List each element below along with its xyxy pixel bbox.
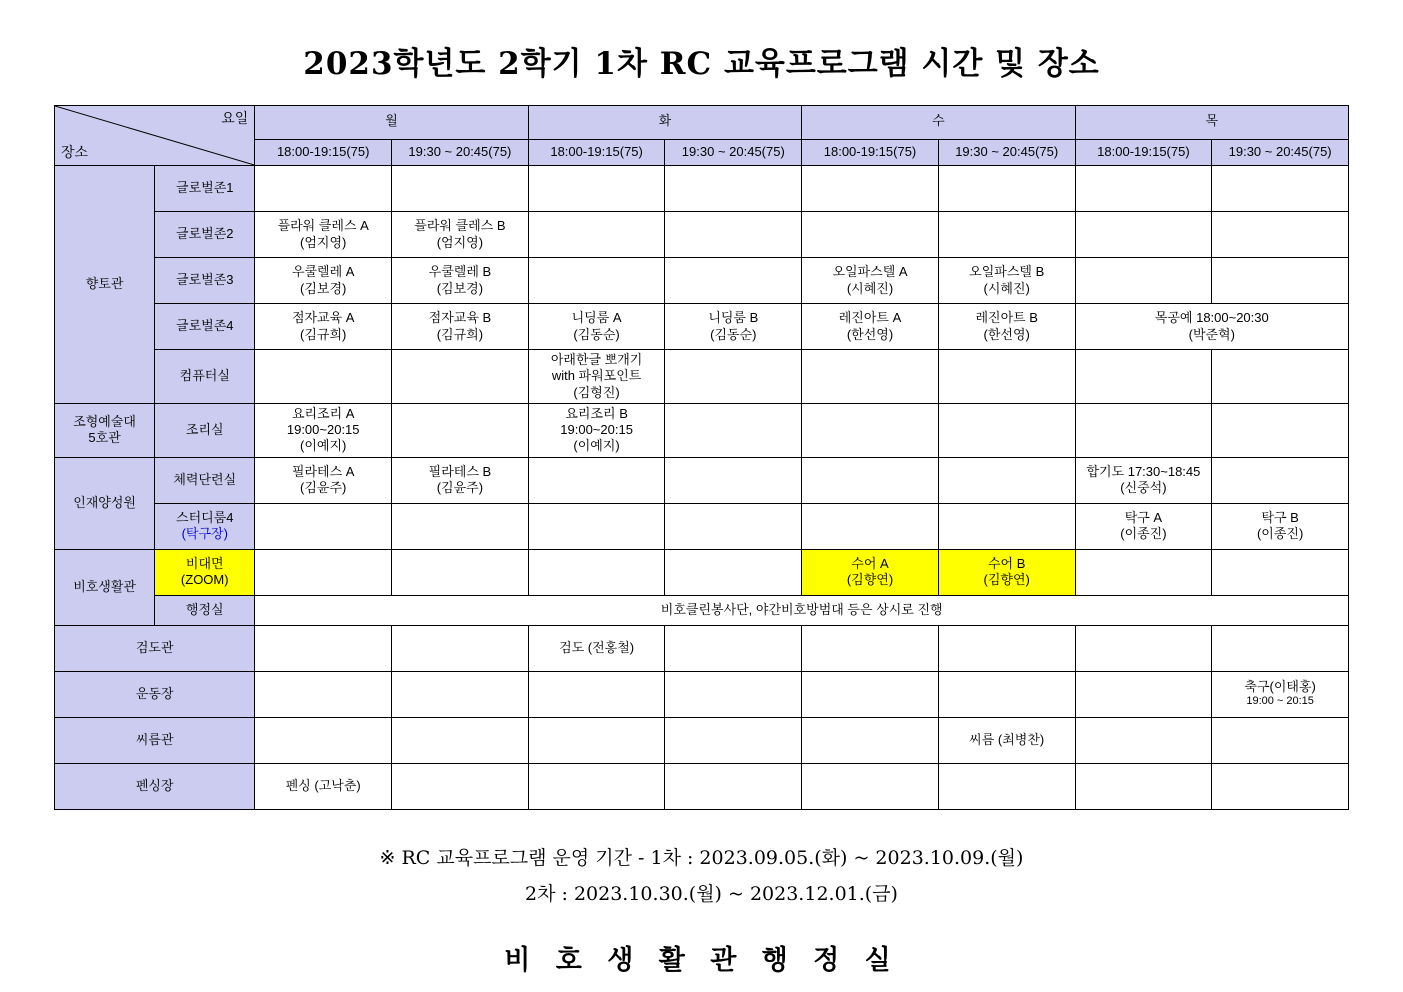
building-hyangto: 향토관 (55, 166, 155, 404)
table-row (55, 717, 1349, 763)
table-row (55, 549, 1349, 595)
cell-global2-mon1: 플라워 클레스 A (엄지영) (255, 212, 392, 258)
cell-study4-thu2: 탁구 B (이종진) (1212, 503, 1349, 549)
cell-cook-mon1: 요리조리 A 19:00~20:15 (이예지) (255, 403, 392, 457)
cell-global1-mon1 (255, 166, 392, 212)
table-row (55, 763, 1349, 809)
footnotes (0, 840, 1403, 912)
cell-global3-mon2: 우쿨렐레 B (김보경) (392, 258, 529, 304)
cell-computer-thu1 (1075, 350, 1212, 404)
table-row (55, 671, 1349, 717)
cell-fencing-thu1 (1075, 763, 1212, 809)
cell-fencing-tue2 (665, 763, 802, 809)
cell-computer-mon1 (255, 350, 392, 404)
cell-global3-mon1: 우쿨렐레 A (김보경) (255, 258, 392, 304)
cell-sports-wed2 (938, 671, 1075, 717)
time-header-thu-2: 19:30 ~ 20:45(75) (1212, 140, 1349, 166)
cell-global3-tue2 (665, 258, 802, 304)
cell-fitness-wed2 (938, 457, 1075, 503)
time-header-mon-1: 18:00-19:15(75) (255, 140, 392, 166)
cell-geomdo-mon1 (255, 625, 392, 671)
table-row (55, 403, 1349, 457)
cell-computer-tue1: 아래한글 뽀개기 with 파워포인트 (김형진) (528, 350, 665, 404)
cell-cook-thu1 (1075, 403, 1212, 457)
cell-global1-wed2 (938, 166, 1075, 212)
cell-fencing-thu2 (1212, 763, 1349, 809)
cell-fitness-wed1 (802, 457, 939, 503)
cell-geomdo-tue1: 검도 (전홍철) (528, 625, 665, 671)
footnote-line-1: ※ RC 교육프로그램 운영 기간 - 1차 : 2023.09.05.(화) ~ 2023.10.09.(월) (379, 846, 1024, 869)
cell-global1-tue2 (665, 166, 802, 212)
table-row (55, 595, 1349, 625)
cell-sports-mon2 (392, 671, 529, 717)
cell-cook-tue2 (665, 403, 802, 457)
cell-geomdo-wed1 (802, 625, 939, 671)
cell-fitness-thu1: 합기도 17:30~18:45 (신중석) (1075, 457, 1212, 503)
room-online-line1: 비대면 (185, 555, 224, 571)
cell-global1-thu1 (1075, 166, 1212, 212)
cell-study4-tue1 (528, 503, 665, 549)
cell-global4-mon2: 점자교육 B (김규희) (392, 304, 529, 350)
room-study4-line1: 스터디룸4 (176, 509, 234, 525)
cell-online-tue2 (665, 549, 802, 595)
cell-cook-thu2 (1212, 403, 1349, 457)
issuing-office: 비 호 생 활 관 행 정 실 (504, 944, 899, 976)
cell-global1-wed1 (802, 166, 939, 212)
cell-fitness-mon2: 필라테스 B (김윤주) (392, 457, 529, 503)
cell-cook-tue1: 요리조리 B 19:00~20:15 (이예지) (528, 403, 665, 457)
room-global3: 글로벌존3 (155, 258, 255, 304)
building-sports: 운동장 (55, 671, 255, 717)
table-row (55, 166, 1349, 212)
cell-global3-wed2: 오일파스텔 B (시혜진) (938, 258, 1075, 304)
cell-global2-wed2 (938, 212, 1075, 258)
cell-study4-tue2 (665, 503, 802, 549)
cell-ssireum-tue1 (528, 717, 665, 763)
room-online-line2: (ZOOM) (180, 572, 229, 587)
cell-global4-wed1: 레진아트 A (한선영) (802, 304, 939, 350)
cell-fitness-tue1 (528, 457, 665, 503)
cell-study4-mon1 (255, 503, 392, 549)
corner-label-day: 요일 (221, 110, 249, 126)
cell-global3-tue1 (528, 258, 665, 304)
time-header-tue-2: 19:30 ~ 20:45(75) (665, 140, 802, 166)
table-row (55, 625, 1349, 671)
cell-geomdo-thu2 (1212, 625, 1349, 671)
room-admin: 행정실 (155, 595, 255, 625)
cell-sports-tue1 (528, 671, 665, 717)
room-cook: 조리실 (155, 403, 255, 457)
cell-cook-mon2 (392, 403, 529, 457)
cell-geomdo-mon2 (392, 625, 529, 671)
cell-geomdo-tue2 (665, 625, 802, 671)
table-row (55, 457, 1349, 503)
day-header-tue: 화 (528, 106, 801, 140)
room-study4 (155, 503, 255, 549)
page-title: 2023학년도 2학기 1차 RC 교육프로그램 시간 및 장소 (303, 46, 1100, 82)
cell-sports-thu2-main: 축구(이태홍) (1244, 679, 1316, 694)
table-row (55, 503, 1349, 549)
cell-geomdo-thu1 (1075, 625, 1212, 671)
cell-global3-thu1 (1075, 258, 1212, 304)
cell-fitness-tue2 (665, 457, 802, 503)
cell-admin-note: 비호클린봉사단, 야간비호방범대 등은 상시로 진행 (255, 595, 1349, 625)
cell-global2-mon2: 플라워 클레스 B (엄지영) (392, 212, 529, 258)
cell-online-thu1 (1075, 549, 1212, 595)
cell-ssireum-tue2 (665, 717, 802, 763)
time-header-wed-2: 19:30 ~ 20:45(75) (938, 140, 1075, 166)
table-row (55, 258, 1349, 304)
cell-cook-wed1 (802, 403, 939, 457)
cell-global2-tue1 (528, 212, 665, 258)
building-biho: 비호생활관 (55, 549, 155, 625)
cell-fitness-thu2 (1212, 457, 1349, 503)
footnote-line-2: 2차 : 2023.10.30.(월) ~ 2023.12.01.(금) (525, 882, 898, 905)
cell-ssireum-mon2 (392, 717, 529, 763)
cell-ssireum-mon1 (255, 717, 392, 763)
room-global1: 글로벌존1 (155, 166, 255, 212)
building-injae: 인재양성원 (55, 457, 155, 549)
cell-online-mon2 (392, 549, 529, 595)
room-online-zoom (155, 549, 255, 595)
day-header-mon: 월 (255, 106, 528, 140)
time-header-wed-1: 18:00-19:15(75) (802, 140, 939, 166)
cell-global1-thu2 (1212, 166, 1349, 212)
cell-global3-wed1: 오일파스텔 A (시혜진) (802, 258, 939, 304)
cell-computer-tue2 (665, 350, 802, 404)
schedule-table (54, 105, 1349, 810)
cell-online-mon1 (255, 549, 392, 595)
cell-sports-wed1 (802, 671, 939, 717)
cell-study4-wed2 (938, 503, 1075, 549)
cell-fencing-mon2 (392, 763, 529, 809)
table-corner-header (55, 106, 255, 166)
cell-computer-wed1 (802, 350, 939, 404)
cell-global4-mon1: 점자교육 A (김규희) (255, 304, 392, 350)
cell-sports-tue2 (665, 671, 802, 717)
room-computer: 컴퓨터실 (155, 350, 255, 404)
cell-study4-thu1: 탁구 A (이종진) (1075, 503, 1212, 549)
cell-global2-tue2 (665, 212, 802, 258)
room-global4: 글로벌존4 (155, 304, 255, 350)
cell-global4-tue1: 니딩룸 A (김동순) (528, 304, 665, 350)
cell-global1-mon2 (392, 166, 529, 212)
cell-online-tue1 (528, 549, 665, 595)
cell-fencing-mon1: 펜싱 (고낙춘) (255, 763, 392, 809)
cell-computer-thu2 (1212, 350, 1349, 404)
table-row (55, 304, 1349, 350)
table-row (55, 212, 1349, 258)
cell-fitness-mon1: 필라테스 A (김윤주) (255, 457, 392, 503)
cell-fencing-wed1 (802, 763, 939, 809)
cell-fencing-wed2 (938, 763, 1075, 809)
time-header-mon-2: 19:30 ~ 20:45(75) (392, 140, 529, 166)
cell-sports-thu1 (1075, 671, 1212, 717)
cell-global1-tue1 (528, 166, 665, 212)
building-ssireum: 씨름관 (55, 717, 255, 763)
cell-cook-wed2 (938, 403, 1075, 457)
corner-label-place: 장소 (61, 143, 89, 160)
cell-computer-wed2 (938, 350, 1075, 404)
building-johyung: 조형예술대 5호관 (55, 403, 155, 457)
day-header-wed: 수 (802, 106, 1075, 140)
cell-ssireum-thu1 (1075, 717, 1212, 763)
time-header-tue-1: 18:00-19:15(75) (528, 140, 665, 166)
cell-sports-mon1 (255, 671, 392, 717)
room-study4-line2: (탁구장) (181, 526, 228, 541)
cell-sports-thu2-time: 19:00 ~ 20:15 (1246, 695, 1314, 708)
table-row (55, 350, 1349, 404)
cell-global3-thu2 (1212, 258, 1349, 304)
cell-ssireum-wed1 (802, 717, 939, 763)
room-fitness: 체력단련실 (155, 457, 255, 503)
cell-geomdo-wed2 (938, 625, 1075, 671)
cell-global2-thu1 (1075, 212, 1212, 258)
building-fencing: 펜싱장 (55, 763, 255, 809)
cell-global4-thu: 목공예 18:00~20:30 (박준혁) (1075, 304, 1348, 350)
cell-global2-thu2 (1212, 212, 1349, 258)
building-geomdo: 검도관 (55, 625, 255, 671)
cell-study4-wed1 (802, 503, 939, 549)
cell-online-wed1: 수어 A (김향연) (802, 549, 939, 595)
cell-global2-wed1 (802, 212, 939, 258)
cell-study4-mon2 (392, 503, 529, 549)
time-header-thu-1: 18:00-19:15(75) (1075, 140, 1212, 166)
cell-sports-thu2 (1212, 671, 1349, 717)
cell-online-wed2: 수어 B (김향연) (938, 549, 1075, 595)
cell-online-thu2 (1212, 549, 1349, 595)
day-header-thu: 목 (1075, 106, 1348, 140)
cell-global4-tue2: 니딩룸 B (김동순) (665, 304, 802, 350)
cell-ssireum-wed2: 씨름 (최병찬) (938, 717, 1075, 763)
cell-fencing-tue1 (528, 763, 665, 809)
cell-global4-wed2: 레진아트 B (한선영) (938, 304, 1075, 350)
room-global2: 글로벌존2 (155, 212, 255, 258)
cell-ssireum-thu2 (1212, 717, 1349, 763)
cell-computer-mon2 (392, 350, 529, 404)
